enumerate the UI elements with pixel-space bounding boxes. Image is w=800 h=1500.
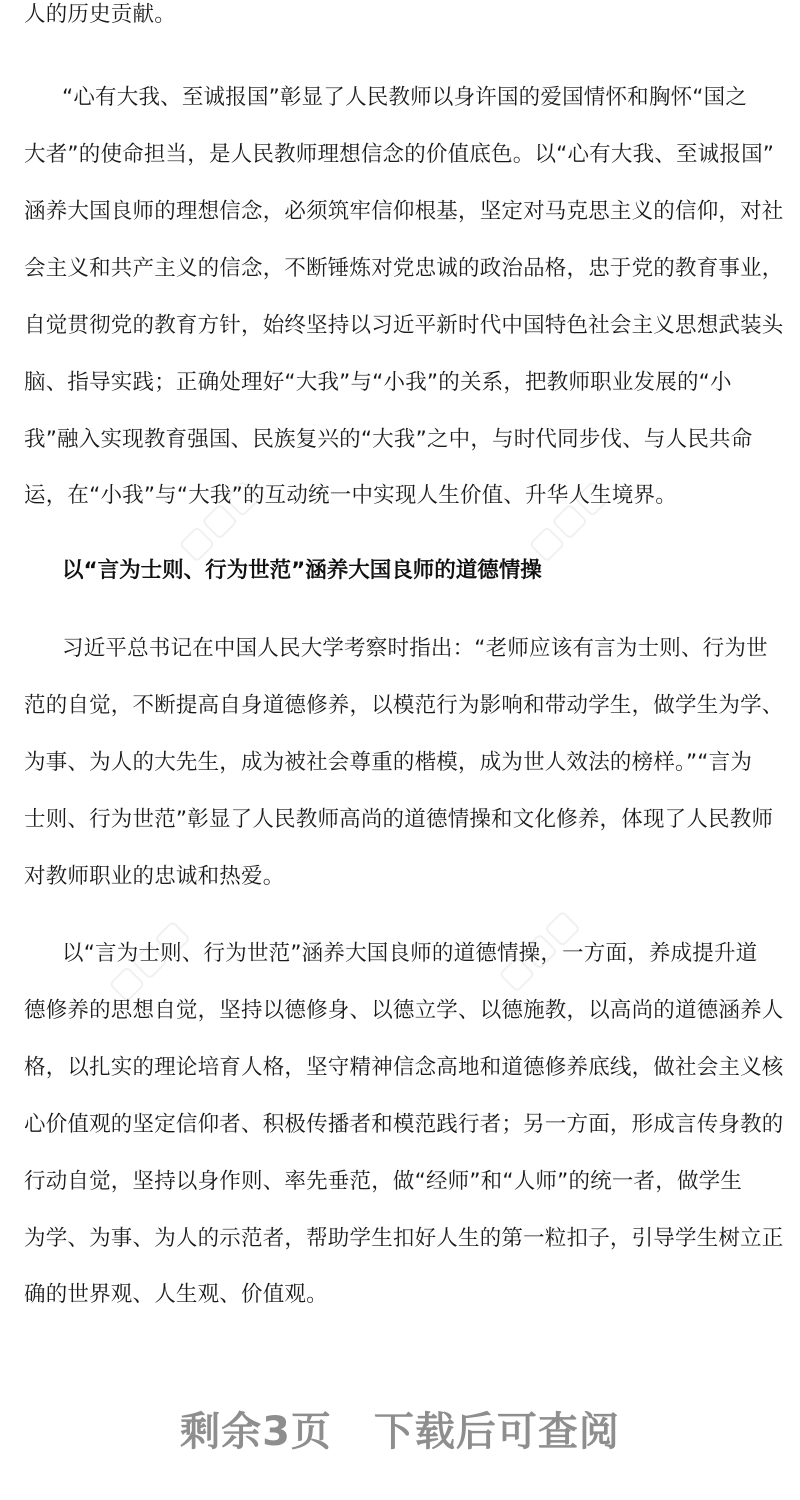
para1-line: 运，在“小我”与“大我”的互动统一中实现人生价值、升华人生境界。: [24, 483, 677, 508]
download-prompt[interactable]: [0, 1400, 800, 1457]
para2-line: 为事、为人的大先生，成为被社会尊重的楷模，成为世人效法的榜样。”“言为: [24, 750, 753, 775]
para3-line: 行动自觉，坚持以身作则、率先垂范，做“经师”和“人师”的统一者，做学生: [24, 1169, 743, 1194]
para1-line: 脑、指导实践；正确处理好“大我”与“小我”的关系，把教师职业发展的“小: [24, 370, 732, 395]
para1-line: 自觉贯彻党的教育方针，始终坚持以习近平新时代中国特色社会主义思想武装头: [24, 313, 784, 338]
para3-line: 格，以扎实的理论培育人格，坚守精神信念高地和道德修养底线，做社会主义核: [24, 1055, 784, 1080]
para3-line: 心价值观的坚定信仰者、积极传播者和模范践行者；另一方面，形成言传身教的: [24, 1112, 784, 1137]
para1-line: 会主义和共产主义的信念，不断锤炼对党忠诚的政治品格，忠于党的教育事业，: [24, 256, 784, 281]
para3-line: 确的世界观、人生观、价值观。: [24, 1282, 328, 1307]
para2-line: 士则、行为世范”彰显了人民教师高尚的道德情操和文化修养，体现了人民教师: [24, 807, 774, 832]
para3-line: 德修养的思想自觉，坚持以德修身、以德立学、以德施教，以高尚的道德涵养人: [24, 998, 784, 1023]
section-heading: 以“言为士则、行为世范”涵养大国良师的道德情操: [62, 558, 542, 583]
intro-tail-line: 人的历史贡献。: [24, 2, 176, 27]
download-to-view-text: 下载后可查阅: [373, 1409, 620, 1455]
watermark-decoration: ▢▢▢: [99, 911, 197, 1009]
para1-line: 大者”的使命担当，是人民教师理想信念的价值底色。以“心有大我、至诚报国”: [24, 142, 775, 167]
para1-line: 涵养大国良师的理想信念，必须筑牢信仰根基，坚定对马克思主义的信仰，对社: [24, 199, 784, 224]
remaining-pages-text: 剩余3页: [180, 1409, 332, 1455]
para2-line: 范的自觉，不断提高自身道德修养，以模范行为影响和带动学生，做学生为学、: [24, 693, 784, 718]
watermark-decoration: ▢▢▢: [489, 901, 587, 999]
watermark-decoration: ▢▢▢: [519, 471, 617, 569]
para2-line: 对教师职业的忠诚和热爱。: [24, 864, 285, 889]
para1-line: 我”融入实现教育强国、民族复兴的“大我”之中，与时代同步伐、与人民共命: [24, 427, 753, 452]
para3-line: 为学、为事、为人的示范者，帮助学生扣好人生的第一粒扣子，引导学生树立正: [24, 1226, 784, 1251]
para1-line: “心有大我、至诚报国”彰显了人民教师以身许国的爱国情怀和胸怀“国之: [62, 85, 748, 110]
para3-line: 以“言为士则、行为世范”涵养大国良师的道德情操，一方面，养成提升道: [62, 941, 758, 966]
para2-line: 习近平总书记在中国人民大学考察时指出：“老师应该有言为士则、行为世: [62, 636, 768, 661]
watermark-decoration: ▢▢▢: [169, 471, 267, 569]
